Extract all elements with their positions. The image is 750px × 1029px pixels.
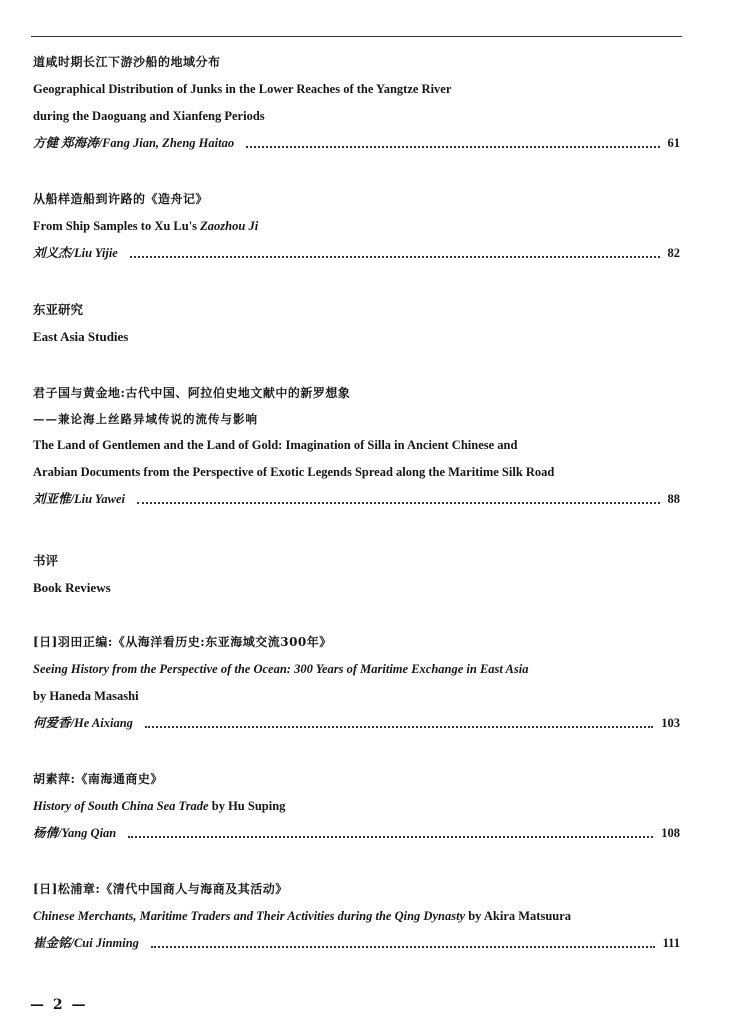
entry-page[interactable]: 82 bbox=[667, 246, 680, 260]
entry-title-en: Geographical Distribution of Junks in the Lower Reaches of the Yangtze River bbox=[33, 82, 452, 96]
entry-title-zh: [日]松浦章:《清代中国商人与海商及其活动》 bbox=[33, 882, 288, 896]
leader-dots bbox=[151, 946, 655, 948]
author-line bbox=[33, 820, 680, 847]
section-title-zh: 书评 bbox=[33, 553, 59, 568]
section-east-asia bbox=[33, 296, 128, 350]
entry-subtitle-zh: ——兼论海上丝路异域传说的流传与影响 bbox=[33, 412, 258, 426]
leader-dots bbox=[128, 836, 653, 838]
toc-entry-junks bbox=[33, 49, 680, 157]
entry-author: 何爱香/He Aixiang bbox=[33, 716, 133, 730]
entry-title-zh: [日]羽田正编:《从海洋看历史:东亚海域交流300年》 bbox=[33, 635, 332, 649]
section-book-reviews bbox=[33, 547, 111, 601]
entry-title-en-plain: by Hu Suping bbox=[208, 799, 286, 813]
entry-title-en-cont: by Haneda Masashi bbox=[33, 689, 139, 703]
section-title-en: Book Reviews bbox=[33, 580, 111, 595]
entry-page[interactable]: 103 bbox=[661, 716, 680, 730]
entry-author: 崔金铭/Cui Jinming bbox=[33, 936, 139, 950]
entry-page[interactable]: 108 bbox=[661, 826, 680, 840]
entry-title-en-cont: Arabian Documents from the Perspective of Exotic Legends Spread along the Maritime Silk Road bbox=[33, 465, 555, 479]
author-line bbox=[33, 486, 680, 513]
toc-entry-hu-suping bbox=[33, 766, 680, 847]
entry-title-zh: 从船样造船到许路的《造舟记》 bbox=[33, 192, 209, 206]
entry-author: 刘义杰/Liu Yijie bbox=[33, 246, 118, 260]
entry-title-en-italic: Chinese Merchants, Maritime Traders and Their Activities during the Qing Dynasty bbox=[33, 909, 466, 923]
entry-title-zh: 君子国与黄金地:古代中国、阿拉伯史地文献中的新罗想象 bbox=[33, 386, 351, 400]
top-rule bbox=[31, 36, 682, 37]
section-title-zh: 东亚研究 bbox=[33, 302, 84, 317]
page-number-footer: — 2 — bbox=[30, 997, 88, 1013]
entry-title-en-italic: Seeing History from the Perspective of the Ocean: 300 Years of Maritime Exchange in East Asia bbox=[33, 662, 529, 676]
entry-title-en-plain: by Akira Matsuura bbox=[465, 909, 572, 923]
entry-page[interactable]: 111 bbox=[662, 936, 680, 950]
leader-dots bbox=[246, 146, 659, 148]
leader-dots bbox=[130, 256, 660, 258]
author-line bbox=[33, 710, 680, 737]
entry-title-zh: 道咸时期长江下游沙船的地域分布 bbox=[33, 55, 221, 69]
entry-author: 方健 郑海涛/Fang Jian, Zheng Haitao bbox=[33, 136, 235, 150]
entry-title-en-italic: Zaozhou Ji bbox=[200, 219, 259, 233]
toc-entry-ship-samples bbox=[33, 186, 680, 267]
entry-title-en-plain: From Ship Samples to Xu Lu's bbox=[33, 219, 201, 233]
entry-title-en bbox=[33, 213, 680, 240]
entry-page[interactable]: 61 bbox=[667, 136, 680, 150]
entry-title-zh: 胡素萍:《南海通商史》 bbox=[33, 772, 163, 786]
toc-entry-silla bbox=[33, 380, 680, 513]
entry-title-en-cont: during the Daoguang and Xianfeng Periods bbox=[33, 109, 265, 123]
toc-entry-haneda bbox=[33, 629, 680, 737]
author-line bbox=[33, 930, 680, 957]
entry-title-en bbox=[33, 903, 680, 930]
entry-author: 杨倩/Yang Qian bbox=[33, 826, 117, 840]
toc-entry-matsuura bbox=[33, 876, 680, 957]
entry-author: 刘亚惟/Liu Yawei bbox=[33, 492, 126, 506]
author-line bbox=[33, 240, 680, 267]
entry-title-en-italic: History of South China Sea Trade bbox=[33, 799, 209, 813]
section-title-en: East Asia Studies bbox=[33, 329, 129, 344]
leader-dots bbox=[145, 726, 653, 728]
entry-title-en bbox=[33, 793, 680, 820]
leader-dots bbox=[137, 502, 659, 504]
author-line bbox=[33, 130, 680, 157]
entry-title-en: The Land of Gentlemen and the Land of Gold: Imagination of Silla in Ancient Chinese and bbox=[33, 438, 518, 452]
entry-page[interactable]: 88 bbox=[667, 492, 680, 506]
